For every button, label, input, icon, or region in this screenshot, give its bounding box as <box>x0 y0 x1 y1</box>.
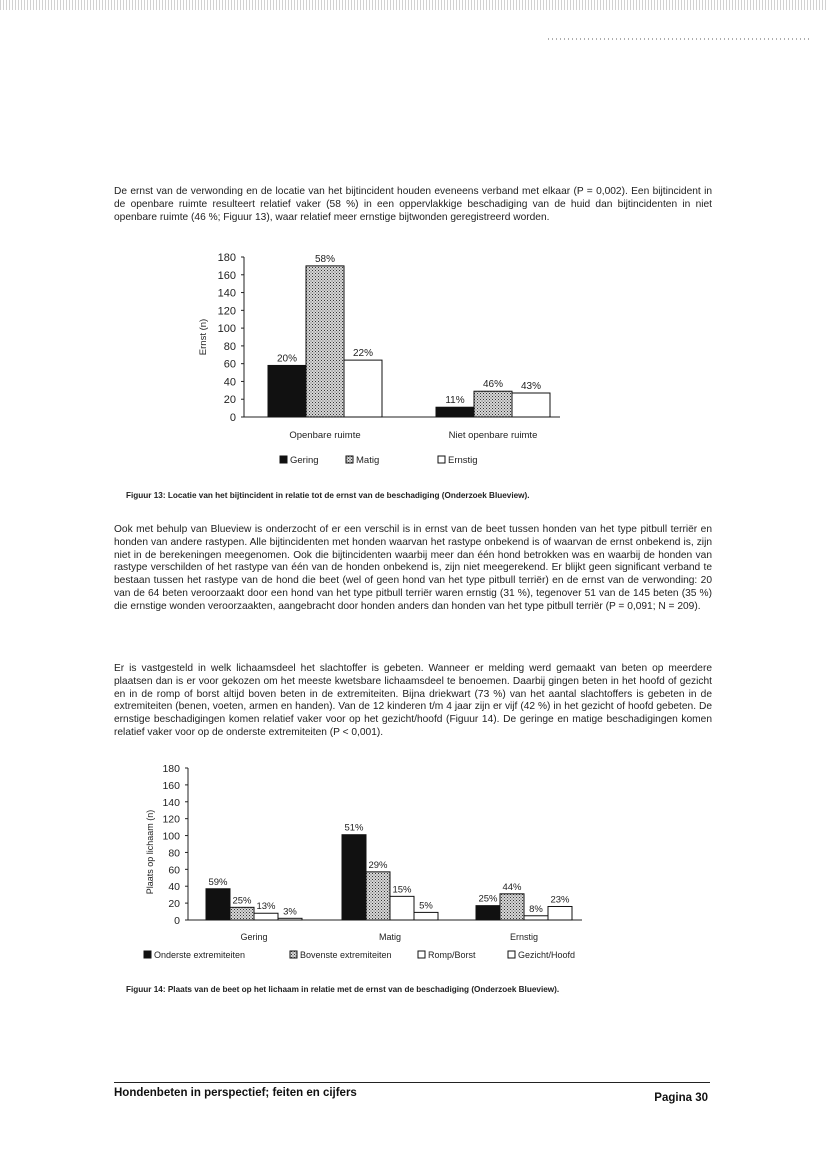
fig13-y-tick-label: 100 <box>217 323 236 336</box>
fig14-bar <box>524 916 548 920</box>
fig14-legend-label: Bovenste extremiteiten <box>300 950 392 960</box>
fig13-data-label: 11% <box>445 395 465 407</box>
fig14-y-tick-label: 120 <box>162 813 180 826</box>
fig14-y-tick-label: 180 <box>162 763 180 775</box>
fig14-bar <box>206 889 230 920</box>
fig14-data-label: 13% <box>256 901 276 913</box>
footer-title: Hondenbeten in perspectief; feiten en cijfers <box>114 1087 357 1099</box>
fig13-y-tick-label: 120 <box>217 305 236 318</box>
fig14-legend-swatch <box>418 951 425 958</box>
fig14-legend-swatch <box>290 951 297 958</box>
fig13-data-label: 58% <box>314 253 336 265</box>
fig14-legend-label: Romp/Borst <box>428 950 476 960</box>
fig13-category-label: Openbare ruimte <box>289 430 361 441</box>
figure-13-caption: Figuur 13: Locatie van het bijtincident in relatie tot de ernst van de beschadiging (Onderzoek Blueview). <box>126 491 530 500</box>
fig14-bar <box>414 912 438 920</box>
figure-14-caption: Figuur 14: Plaats van de beet op het lichaam in relatie met de ernst van de beschadiging (Onderzoek Blueview). <box>126 985 560 994</box>
fig13-legend-label: Matig <box>356 455 380 466</box>
fig14-y-tick-label: 60 <box>168 864 180 877</box>
fig14-category-label: Ernstig <box>509 932 539 942</box>
fig14-data-label: 15% <box>392 884 412 896</box>
fig13-data-label: 20% <box>276 353 298 365</box>
fig14-legend-label: Onderste extremiteiten <box>154 950 246 960</box>
fig14-data-label: 5% <box>419 900 433 912</box>
fig13-y-tick-label: 80 <box>223 340 236 353</box>
fig14-data-label: 23% <box>550 894 570 906</box>
fig14-bar <box>366 872 390 920</box>
fig13-y-tick-label: 0 <box>229 412 236 424</box>
fig14-data-label: 3% <box>283 906 297 918</box>
fig13-y-tick-label: 40 <box>223 376 236 389</box>
fig14-y-axis-title: Plaats op lichaam (n) <box>145 809 155 895</box>
page-number: Pagina 30 <box>654 1092 708 1104</box>
footer-rule <box>114 1082 710 1083</box>
fig14-data-label: 29% <box>368 859 388 871</box>
fig14-bar <box>278 918 302 920</box>
fig13-y-tick-label: 20 <box>223 394 236 407</box>
fig13-y-axis-title: Ernst (n) <box>198 318 209 356</box>
fig14-y-tick-label: 140 <box>162 796 180 809</box>
fig14-data-label: 25% <box>478 893 498 905</box>
paragraph-location-severity: De ernst van de verwonding en de locatie van het bijtincident houden eveneens verband met elkaar (P = 0,002). Een bijtincident in de openbare ruimte resulteert relatief vaker (58 %) in een oppervlakkige beschadiging van de huid dan bijtincidenten in niet openbare ruimte (46 %; Figuur 13), waar relatief meer ernstige bijtwonden geregistreerd worden. <box>114 186 712 223</box>
fig13-legend-label: Gering <box>290 455 319 466</box>
fig13-data-label: 46% <box>482 379 504 391</box>
fig13-legend-label: Ernstig <box>448 455 478 466</box>
fig14-category-label: Matig <box>378 932 402 942</box>
fig14-y-tick-label: 20 <box>168 898 180 911</box>
fig14-data-label: 8% <box>529 903 543 915</box>
fig14-legend-swatch <box>144 951 151 958</box>
fig14-y-tick-label: 100 <box>162 830 180 843</box>
paragraph-pitbull-analysis: Ook met behulp van Blueview is onderzocht of er een verschil is in ernst van de beet tussen honden van het type pitbull terriër en honden van andere rastypen. Alle bijtincidenten met honden waarvan het rastype onbekend is of waarvan de ernst onbekend is, zijn niet in de berekeningen meegenomen. Ook die bijtincidenten waarbij meer dan één hond betrokken was en waarbij de honden van rastype verschilden of het rastype van één van de honden onbekend is, zijn niet meegerekend. Er blijkt geen significant verband te bestaan tussen het rastype van de hond die beet (wel of geen hond van het type pitbull terriër) en de ernst van de verwonding: 20 van de 64 beten veroorzaakt door een hond van het type pitbull terriër waren ernstig (31 %), tegenover 51 van de 145 beten (35 %) die ernstige wonden veroorzaakten, aangebracht door honden anders dan honden van het type pitbull terriër (P = 0,091; N = 209). <box>114 524 712 612</box>
fig14-data-label: 51% <box>344 822 364 834</box>
fig14-bar <box>476 906 500 920</box>
fig14-y-tick-label: 0 <box>174 915 180 927</box>
fig13-y-tick-label: 160 <box>217 269 236 282</box>
fig13-data-label: 43% <box>520 381 542 392</box>
fig14-data-label: 59% <box>208 876 228 888</box>
fig13-y-tick-label: 140 <box>217 287 236 300</box>
fig14-bar <box>390 896 414 920</box>
fig14-data-label: 44% <box>502 881 522 893</box>
fig13-y-tick-label: 180 <box>217 252 236 264</box>
fig13-category-label: Niet openbare ruimte <box>448 430 538 441</box>
fig14-legend-swatch <box>508 951 515 958</box>
fig14-data-label: 25% <box>232 895 252 907</box>
fig14-y-tick-label: 80 <box>168 847 180 860</box>
fig14-bar <box>230 907 254 920</box>
fig14-category-label: Gering <box>240 932 268 942</box>
fig14-y-tick-label: 160 <box>162 779 180 792</box>
fig14-bar <box>500 894 524 920</box>
fig14-bar <box>342 835 366 920</box>
fig13-y-tick-label: 60 <box>223 358 236 371</box>
fig14-bar <box>254 913 278 920</box>
fig14-legend-label: Gezicht/Hoofd <box>518 950 576 960</box>
paragraph-body-location: Er is vastgesteld in welk lichaamsdeel het slachtoffer is gebeten. Wanneer er melding werd gemaakt van beten op meerdere plaatsen dan is er voor gekozen om het meeste kwetsbare lichaamsdeel te benoemen. Daarbij gingen beten in het hoofd of gezicht en in de romp of borst altijd boven beten in de extremiteiten. Bijna driekwart (73 %) van het aantal slachtoffers is gebeten in de extremiteiten (benen, voeten, armen en handen). Van de 12 kinderen t/m 4 jaar zijn er vijf (42 %) in het gezicht of hoofd gebeten. De ernstige beschadigingen komen relatief vaker voor op het gezicht/hoofd (Figuur 14). De geringe en matige beschadigingen komen relatief vaker voor op de onderste extremiteiten (P < 0,001). <box>114 663 712 738</box>
fig14-y-tick-label: 40 <box>168 881 180 894</box>
fig14-bar <box>548 906 572 920</box>
fig13-data-label: 22% <box>352 348 374 360</box>
